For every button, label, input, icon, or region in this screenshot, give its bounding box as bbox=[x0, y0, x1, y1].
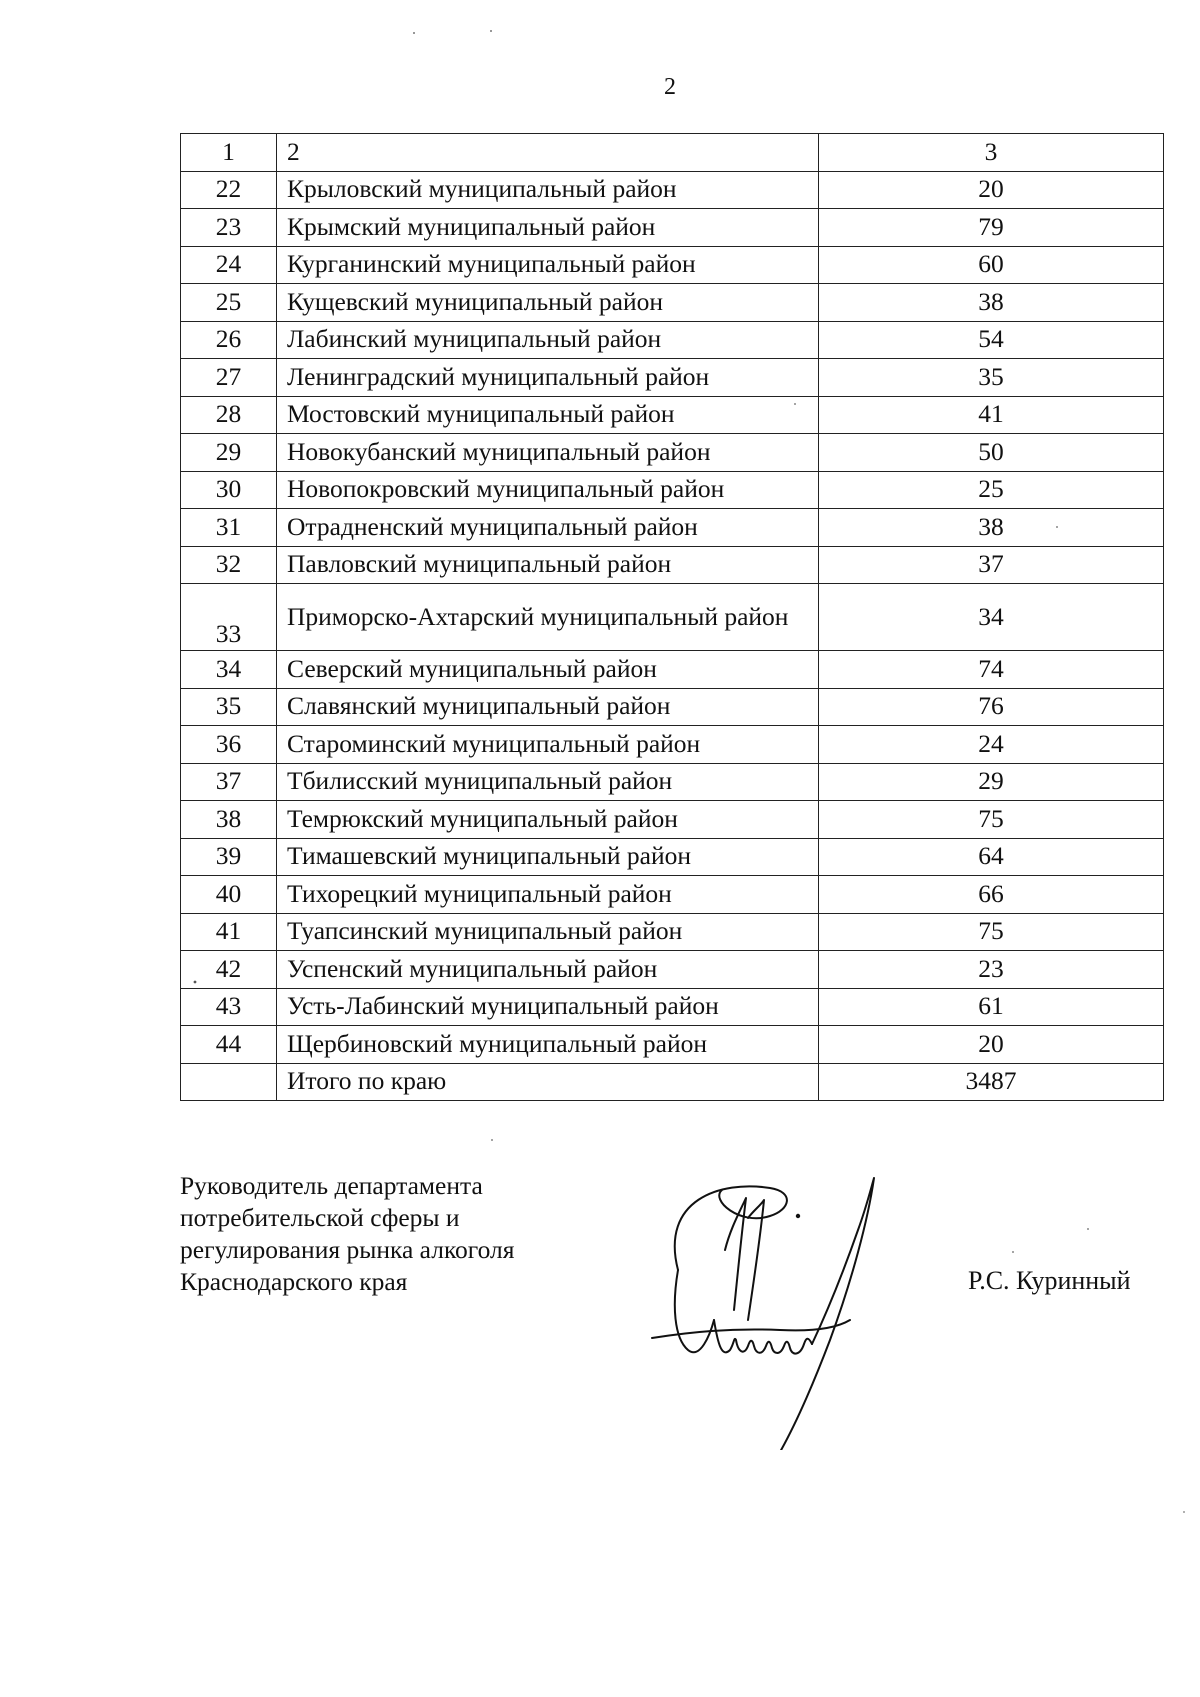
row-number-cell: 39 bbox=[181, 838, 277, 876]
district-name-cell: Темрюкский муниципальный район bbox=[277, 801, 819, 839]
table-row bbox=[181, 988, 1164, 1026]
table-row bbox=[181, 913, 1164, 951]
table-row bbox=[181, 584, 1164, 651]
district-name-cell: Тихорецкий муниципальный район bbox=[277, 876, 819, 914]
district-name-cell: Тбилисский муниципальный район bbox=[277, 763, 819, 801]
table-row bbox=[181, 876, 1164, 914]
table-row bbox=[181, 951, 1164, 989]
position-line: потребительской сферы и bbox=[180, 1203, 460, 1232]
value-cell: 34 bbox=[819, 584, 1164, 651]
row-number-cell: 1 bbox=[181, 134, 277, 172]
district-name-cell: Крыловский муниципальный район bbox=[277, 171, 819, 209]
value-cell: 76 bbox=[819, 688, 1164, 726]
district-name-cell: Приморско-Ахтарский муниципальный район bbox=[277, 584, 819, 651]
table-row bbox=[181, 801, 1164, 839]
row-number-cell: 30 bbox=[181, 471, 277, 509]
district-name-cell: Лабинский муниципальный район bbox=[277, 321, 819, 359]
handwritten-signature bbox=[630, 1160, 940, 1450]
position-line: Руководитель департамента bbox=[180, 1171, 483, 1200]
district-name-cell: Павловский муниципальный район bbox=[277, 546, 819, 584]
district-name-cell: Успенский муниципальный район bbox=[277, 951, 819, 989]
table-row bbox=[181, 838, 1164, 876]
table-row bbox=[181, 1026, 1164, 1064]
district-name-cell: Крымский муниципальный район bbox=[277, 209, 819, 247]
row-number-cell: 41 bbox=[181, 913, 277, 951]
district-name-cell: Староминский муниципальный район bbox=[277, 726, 819, 764]
row-number-cell: 33 bbox=[181, 584, 277, 651]
value-cell: 66 bbox=[819, 876, 1164, 914]
row-number-cell: 34 bbox=[181, 651, 277, 689]
table-row bbox=[181, 1063, 1164, 1101]
value-cell: 24 bbox=[819, 726, 1164, 764]
table-row bbox=[181, 134, 1164, 172]
value-cell: 75 bbox=[819, 801, 1164, 839]
table-row bbox=[181, 359, 1164, 397]
position-line: регулирования рынка алкоголя bbox=[180, 1235, 515, 1264]
row-number-cell: 40 bbox=[181, 876, 277, 914]
value-cell: 41 bbox=[819, 396, 1164, 434]
table-row bbox=[181, 509, 1164, 547]
district-name-cell: Тимашевский муниципальный район bbox=[277, 838, 819, 876]
district-name-cell: Мостовский муниципальный район bbox=[277, 396, 819, 434]
row-number-cell: 32 bbox=[181, 546, 277, 584]
table-row bbox=[181, 688, 1164, 726]
table-row bbox=[181, 546, 1164, 584]
district-name-cell: Туапсинский муниципальный район bbox=[277, 913, 819, 951]
row-number-cell: 29 bbox=[181, 434, 277, 472]
value-cell: 3487 bbox=[819, 1063, 1164, 1101]
table-row bbox=[181, 763, 1164, 801]
row-number-cell: 36 bbox=[181, 726, 277, 764]
table-row bbox=[181, 246, 1164, 284]
district-name-cell: Северский муниципальный район bbox=[277, 651, 819, 689]
value-cell: 54 bbox=[819, 321, 1164, 359]
value-cell: 75 bbox=[819, 913, 1164, 951]
row-number-cell: 22 bbox=[181, 171, 277, 209]
table-row bbox=[181, 396, 1164, 434]
row-number-cell: 26 bbox=[181, 321, 277, 359]
district-name-cell: Курганинский муниципальный район bbox=[277, 246, 819, 284]
table-row bbox=[181, 284, 1164, 322]
value-cell: 29 bbox=[819, 763, 1164, 801]
page-number: 2 bbox=[664, 74, 676, 100]
district-name-cell: Новопокровский муниципальный район bbox=[277, 471, 819, 509]
district-name-cell: Кущевский муниципальный район bbox=[277, 284, 819, 322]
district-name-cell: Щербиновский муниципальный район bbox=[277, 1026, 819, 1064]
value-cell: 25 bbox=[819, 471, 1164, 509]
value-cell: 74 bbox=[819, 651, 1164, 689]
row-number-cell: 37 bbox=[181, 763, 277, 801]
value-cell: 23 bbox=[819, 951, 1164, 989]
row-number-cell: 31 bbox=[181, 509, 277, 547]
row-number-cell: 42 bbox=[181, 951, 277, 989]
value-cell: 61 bbox=[819, 988, 1164, 1026]
table-row bbox=[181, 471, 1164, 509]
district-name-cell: Славянский муниципальный район bbox=[277, 688, 819, 726]
signature-block-title bbox=[180, 1170, 514, 1298]
districts-table bbox=[180, 133, 1164, 1101]
value-cell: 64 bbox=[819, 838, 1164, 876]
district-name-cell: 2 bbox=[277, 134, 819, 172]
row-number-cell: 23 bbox=[181, 209, 277, 247]
value-cell: 50 bbox=[819, 434, 1164, 472]
district-name-cell: Усть-Лабинский муниципальный район bbox=[277, 988, 819, 1026]
value-cell: 35 bbox=[819, 359, 1164, 397]
value-cell: 3 bbox=[819, 134, 1164, 172]
value-cell: 38 bbox=[819, 284, 1164, 322]
value-cell: 20 bbox=[819, 171, 1164, 209]
row-number-cell: 38 bbox=[181, 801, 277, 839]
row-number-cell: 25 bbox=[181, 284, 277, 322]
value-cell: 38 bbox=[819, 509, 1164, 547]
table-row bbox=[181, 434, 1164, 472]
table-row bbox=[181, 651, 1164, 689]
district-name-cell: Отрадненский муниципальный район bbox=[277, 509, 819, 547]
row-number-cell: 24 bbox=[181, 246, 277, 284]
value-cell: 79 bbox=[819, 209, 1164, 247]
row-number-cell: 44 bbox=[181, 1026, 277, 1064]
row-number-cell bbox=[181, 1063, 277, 1101]
value-cell: 37 bbox=[819, 546, 1164, 584]
table-row bbox=[181, 171, 1164, 209]
row-number-cell: 35 bbox=[181, 688, 277, 726]
row-number-cell: 27 bbox=[181, 359, 277, 397]
signer-name: Р.С. Куринный bbox=[968, 1266, 1131, 1295]
district-name-cell: Итого по краю bbox=[277, 1063, 819, 1101]
row-number-cell: 28 bbox=[181, 396, 277, 434]
district-name-cell: Новокубанский муниципальный район bbox=[277, 434, 819, 472]
row-number-cell: 43 bbox=[181, 988, 277, 1026]
table-row bbox=[181, 321, 1164, 359]
value-cell: 60 bbox=[819, 246, 1164, 284]
district-name-cell: Ленинградский муниципальный район bbox=[277, 359, 819, 397]
table-row bbox=[181, 726, 1164, 764]
table-row bbox=[181, 209, 1164, 247]
value-cell: 20 bbox=[819, 1026, 1164, 1064]
position-line: Краснодарского края bbox=[180, 1267, 408, 1296]
